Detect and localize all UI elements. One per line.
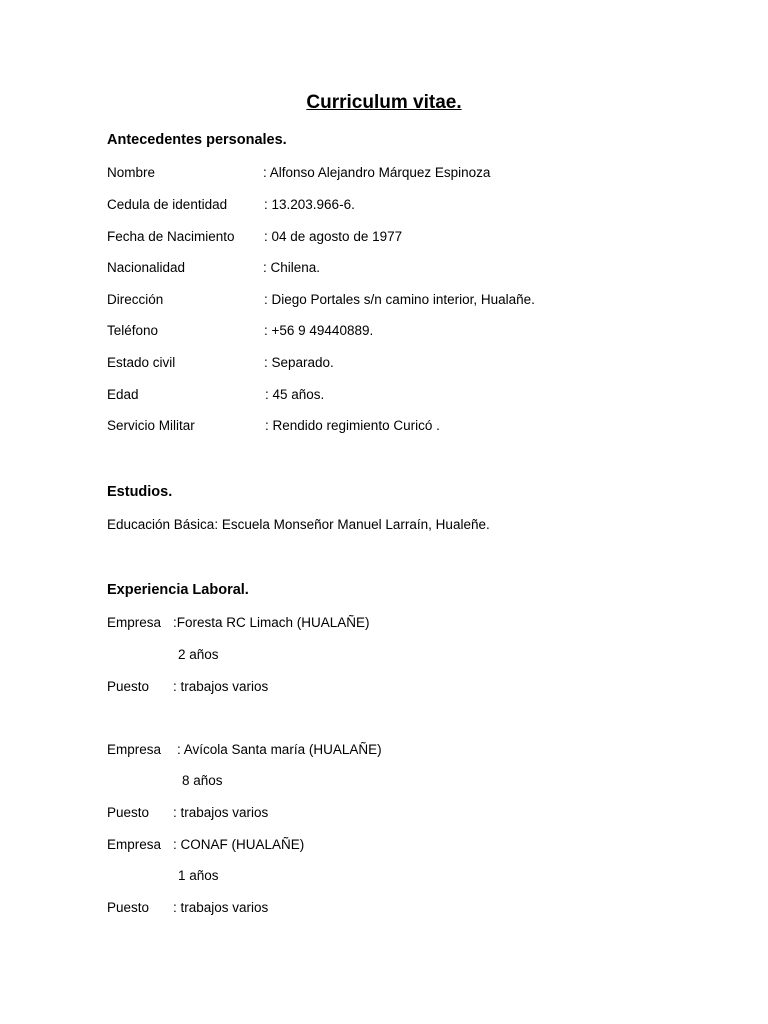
position-label: Puesto — [107, 900, 150, 915]
field-label: Servicio Militar — [107, 418, 195, 433]
company-label: Empresa — [107, 837, 162, 852]
field-value: : Rendido regimiento Curicó . — [265, 418, 440, 433]
field-value: : 45 años. — [265, 387, 325, 402]
document-title: Curriculum vitae. — [306, 92, 462, 113]
job-duration: 1 años — [178, 868, 219, 883]
field-value: : Separado. — [264, 355, 334, 370]
field-label: Teléfono — [107, 323, 159, 338]
studies-line: Educación Básica: Escuela Monseñor Manuel Larraín, Hualeñe. — [107, 517, 490, 532]
position-value: : trabajos varios — [173, 805, 269, 820]
company-value: : CONAF (HUALAÑE) — [173, 837, 305, 852]
field-label: Fecha de Nacimiento — [107, 229, 235, 244]
field-label: Dirección — [107, 292, 164, 307]
position-value: : trabajos varios — [173, 679, 269, 694]
company-label: Empresa — [107, 615, 162, 630]
field-label: Estado civil — [107, 355, 176, 370]
job-duration: 8 años — [182, 773, 223, 788]
company-value: :Foresta RC Limach (HUALAÑE) — [173, 615, 370, 630]
field-label: Nacionalidad — [107, 260, 186, 275]
position-value: : trabajos varios — [173, 900, 269, 915]
position-label: Puesto — [107, 679, 150, 694]
field-label: Edad — [107, 387, 139, 402]
field-label: Cedula de identidad — [107, 197, 228, 212]
field-label: Nombre — [107, 165, 156, 180]
company-value: : Avícola Santa maría (HUALAÑE) — [177, 742, 382, 757]
field-value: : +56 9 49440889. — [264, 323, 374, 338]
field-value: : Chilena. — [263, 260, 321, 275]
position-label: Puesto — [107, 805, 150, 820]
experience-heading: Experiencia Laboral. — [107, 582, 249, 598]
field-value: : Diego Portales s/n camino interior, Hualañe. — [264, 292, 535, 307]
studies-heading: Estudios. — [107, 484, 173, 500]
company-label: Empresa — [107, 742, 162, 757]
field-value: : 13.203.966-6. — [264, 197, 355, 212]
job-duration: 2 años — [178, 647, 219, 662]
field-value: : Alfonso Alejandro Márquez Espinoza — [263, 165, 491, 180]
personal-heading: Antecedentes personales. — [107, 132, 287, 148]
field-value: : 04 de agosto de 1977 — [264, 229, 403, 244]
